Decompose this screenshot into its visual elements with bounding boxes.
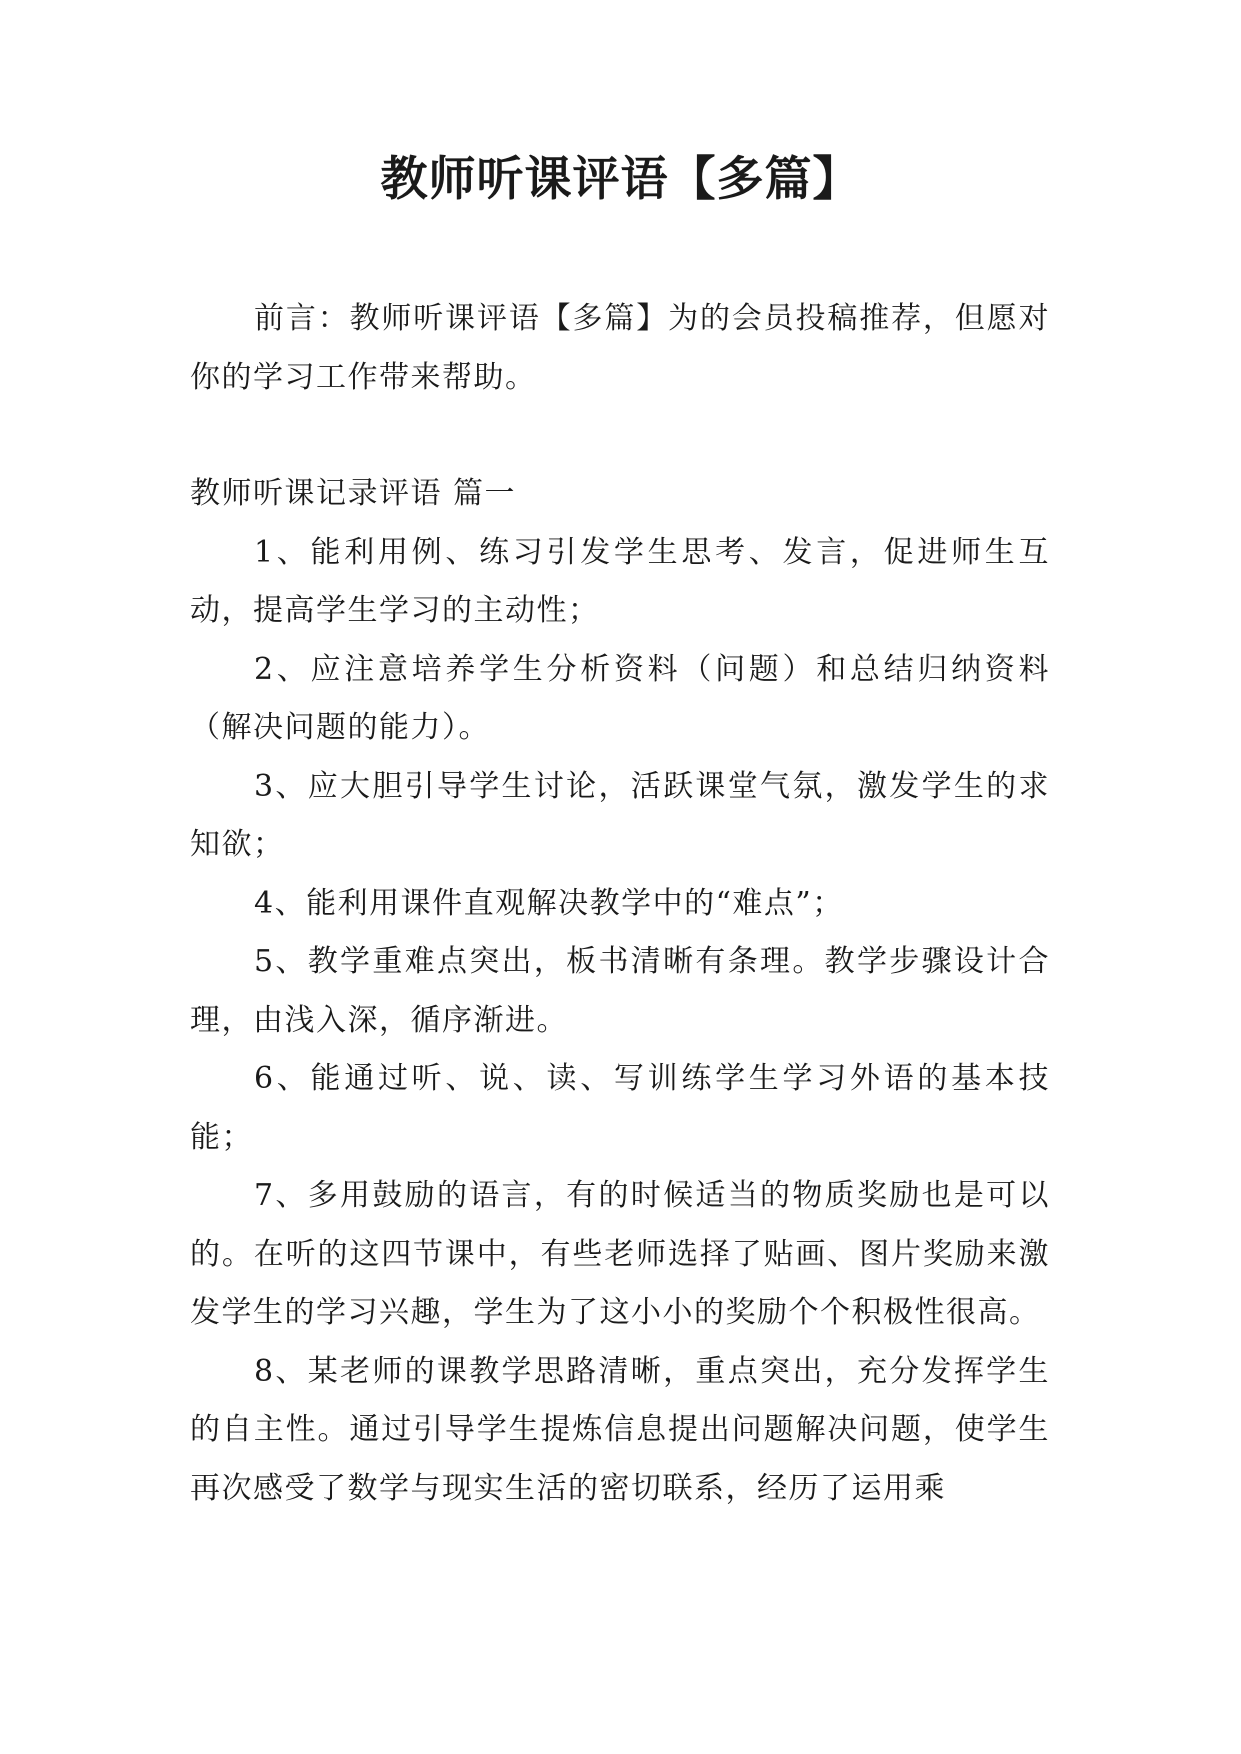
- document-body: [190, 290, 1050, 1518]
- list-item: 7、多用鼓励的语言，有的时候适当的物质奖励也是可以的。在听的这四节课中，有些老师选择了贴画、图片奖励来激发学生的学习兴趣，学生为了这小小的奖励个个积极性很高。: [190, 1178, 1050, 1330]
- document-title: 教师听课评语【多篇】: [380, 152, 861, 207]
- list-item: 3、应大胆引导学生讨论，活跃课堂气氛，激发学生的求知欲；: [190, 768, 1050, 862]
- preface-paragraph: 前言：教师听课评语【多篇】为的会员投稿推荐，但愿对你的学习工作带来帮助。: [190, 301, 1050, 395]
- list-item: 2、应注意培养学生分析资料（问题）和总结归纳资料（解决问题的能力）。: [190, 651, 1050, 745]
- section-heading: 教师听课记录评语 篇一: [190, 476, 517, 511]
- list-item: 5、教学重难点突出，板书清晰有条理。教学步骤设计合理，由浅入深，循序渐进。: [190, 944, 1050, 1038]
- list-item: 6、能通过听、说、读、写训练学生学习外语的基本技能；: [190, 1061, 1050, 1155]
- list-item: 4、能利用课件直观解决教学中的“难点”；: [254, 885, 844, 921]
- list-item: 1、能利用例、练习引发学生思考、发言，促进师生互动，提高学生学习的主动性；: [190, 534, 1050, 628]
- list-item: 8、某老师的课教学思路清晰，重点突出，充分发挥学生的自主性。通过引导学生提炼信息提出问题解决问题，使学生再次感受了数学与现实生活的密切联系，经历了运用乘: [190, 1353, 1050, 1506]
